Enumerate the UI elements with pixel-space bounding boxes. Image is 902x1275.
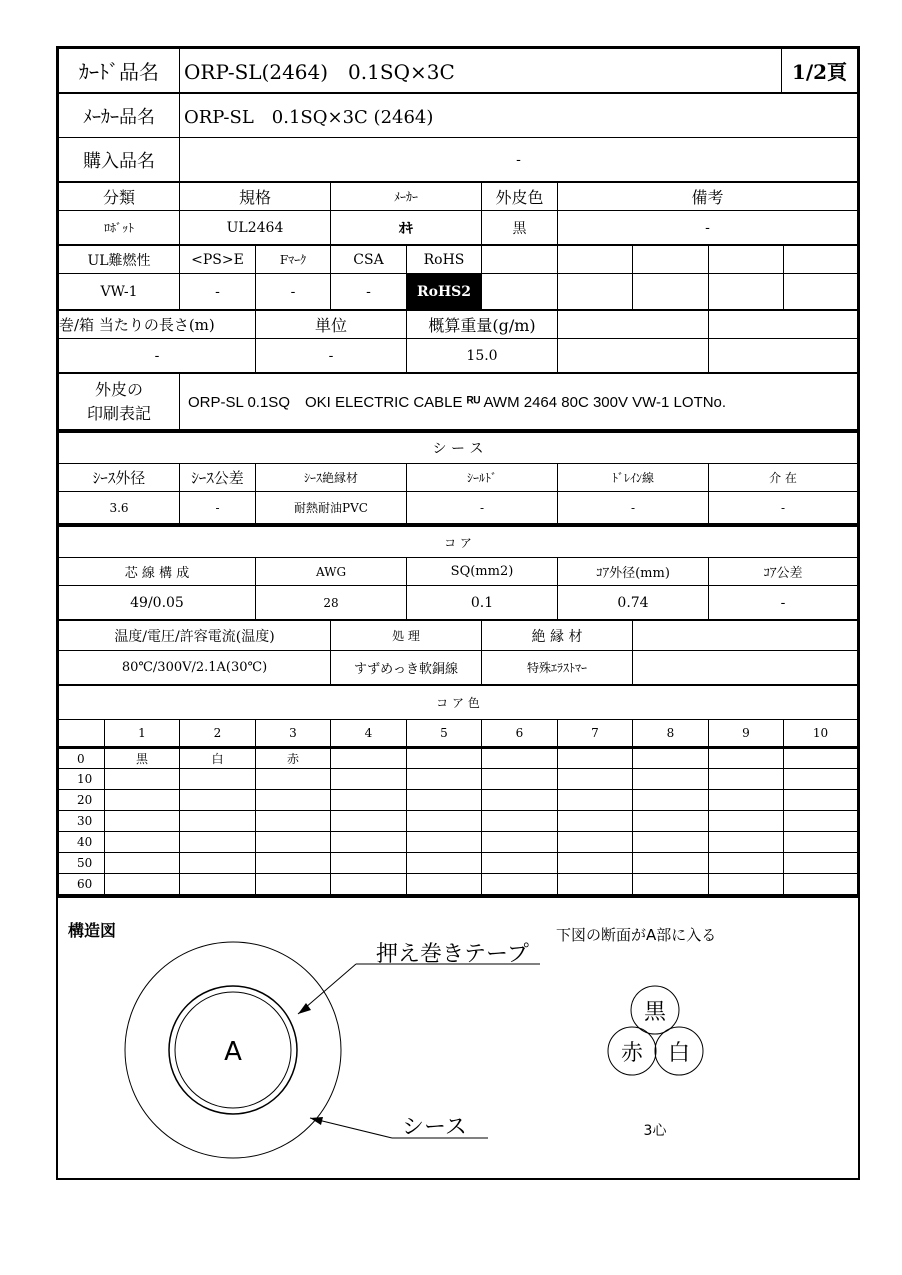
core-header-od: ｺｱ外径(mm) <box>558 558 709 586</box>
sheath-arrow-line <box>310 1118 392 1138</box>
core-color-cell <box>633 832 709 853</box>
core-insulation-value: 特殊ｴﾗｽﾄﾏｰ <box>482 651 633 685</box>
sheath-header-material: ｼｰｽ絶縁材 <box>256 464 407 492</box>
sheath-table <box>58 430 858 524</box>
empty-cell <box>558 274 633 310</box>
card-label: ｶｰﾄﾞ品名 <box>59 49 180 93</box>
printing-text <box>180 374 858 430</box>
core-construction-value: 49/0.05 <box>59 586 256 620</box>
core-color-cell <box>180 832 256 853</box>
sheath-header-drain: ﾄﾞﾚｲﾝ線 <box>558 464 709 492</box>
spec-table <box>58 182 858 245</box>
core-color-row-label: 0 <box>59 748 105 769</box>
spec-category: ﾛﾎﾞｯﾄ <box>59 211 180 245</box>
core-color-col-header: 5 <box>407 720 482 748</box>
core-color-cell <box>331 790 407 811</box>
weight-value: 15.0 <box>407 339 558 373</box>
core-color-cell <box>784 748 858 769</box>
empty-cell <box>558 246 633 274</box>
sheath-material-value: 耐熱耐油PVC <box>256 492 407 524</box>
core-color-cell <box>105 832 180 853</box>
core-color-cell <box>633 874 709 895</box>
table-row <box>59 790 858 811</box>
core-color-cell: 白 <box>180 748 256 769</box>
core-color-col-header: 9 <box>709 720 784 748</box>
core-color-cell <box>331 811 407 832</box>
empty-cell <box>784 274 858 310</box>
core-color-cell <box>105 811 180 832</box>
maker-table <box>58 93 858 182</box>
spec-header-remarks: 備考 <box>558 183 858 211</box>
tape-label: 押え巻きテープ <box>376 942 529 967</box>
unit-value: - <box>256 339 407 373</box>
core-color-cell <box>558 748 633 769</box>
core-color-cell <box>784 769 858 790</box>
core-color-cell <box>558 853 633 874</box>
core-color-cell <box>633 790 709 811</box>
core-color-cell <box>180 853 256 874</box>
structure-section <box>58 895 858 1168</box>
empty-cell <box>482 274 558 310</box>
core-color-cell <box>256 769 331 790</box>
sheath-header-shield: ｼｰﾙﾄﾞ <box>407 464 558 492</box>
core-color-cell <box>633 811 709 832</box>
weight-header: 概算重量(g/m) <box>407 311 558 339</box>
core-color-cell <box>331 874 407 895</box>
core-color-cell <box>482 874 558 895</box>
core-color-cell <box>256 853 331 874</box>
header-table <box>58 48 858 93</box>
empty-cell <box>633 621 858 651</box>
core-rating-value: 80℃/300V/2.1A(30℃) <box>59 651 331 685</box>
core-header-construction: 芯 線 構 成 <box>59 558 256 586</box>
core-color-cell <box>256 790 331 811</box>
sheath-filler-value: - <box>709 492 858 524</box>
empty-cell <box>709 339 858 373</box>
ul-csa-value: - <box>331 274 407 310</box>
core-color-cell <box>180 769 256 790</box>
core-color-cell <box>105 769 180 790</box>
printing-text-before: ORP-SL 0.1SQ OKI ELECTRIC CABLE <box>188 394 463 411</box>
core-color-cell <box>784 790 858 811</box>
spec-standard: UL2464 <box>180 211 331 245</box>
ul-flame-value: VW-1 <box>59 274 180 310</box>
core-color-cell <box>709 874 784 895</box>
core-color-cell: 黒 <box>105 748 180 769</box>
core-color-cell <box>331 853 407 874</box>
table-row <box>59 874 858 895</box>
core-color-cell <box>482 748 558 769</box>
core-label-white: 白 <box>667 1041 691 1066</box>
core-label-black: 黒 <box>643 1000 667 1025</box>
core-color-cell <box>180 874 256 895</box>
core-color-cell <box>482 790 558 811</box>
sheath-od-value: 3.6 <box>59 492 180 524</box>
empty-cell <box>482 246 558 274</box>
ul-table <box>58 245 858 310</box>
core-color-cell <box>180 790 256 811</box>
spec-jacket-color: 黒 <box>482 211 558 245</box>
core-header-sq: SQ(mm2) <box>407 558 558 586</box>
core-color-row-label: 20 <box>59 790 105 811</box>
ul-header-csa: CSA <box>331 246 407 274</box>
ul-header-fmark: Fﾏｰｸ <box>256 246 331 274</box>
core-color-cell <box>784 811 858 832</box>
core-color-col-header: 8 <box>633 720 709 748</box>
table-row <box>59 748 858 769</box>
spec-sheet <box>56 46 860 1180</box>
core-color-cell <box>482 811 558 832</box>
core-color-cell <box>105 874 180 895</box>
core-table <box>58 524 858 620</box>
card-value: ORP-SL(2464) 0.1SQ×3C <box>180 49 782 93</box>
sheath-header-tolerance: ｼｰｽ公差 <box>180 464 256 492</box>
core-color-cell <box>331 748 407 769</box>
core-color-col-header: 2 <box>180 720 256 748</box>
core-color-cell <box>331 769 407 790</box>
core-color-row-label: 10 <box>59 769 105 790</box>
table-row <box>59 853 858 874</box>
empty-cell <box>784 246 858 274</box>
printing-label-line1: 外皮の <box>94 379 143 399</box>
ul-fmark-value: - <box>256 274 331 310</box>
core-color-cell <box>633 769 709 790</box>
core-color-row-label: 30 <box>59 811 105 832</box>
ul-header-rohs: RoHS <box>407 246 482 274</box>
printing-label <box>59 374 180 430</box>
core-title: コ ア <box>59 526 858 558</box>
core-color-cell <box>256 811 331 832</box>
sheath-header-filler: 介 在 <box>709 464 858 492</box>
empty-cell <box>709 246 784 274</box>
length-value: - <box>59 339 256 373</box>
core-tolerance-value: - <box>709 586 858 620</box>
core-color-row-label: 50 <box>59 853 105 874</box>
empty-cell <box>558 339 709 373</box>
core-color-col-header: 6 <box>482 720 558 748</box>
ul-pse-value: - <box>180 274 256 310</box>
core-count: 3心 <box>643 1123 667 1139</box>
core-color-table <box>58 685 858 895</box>
core-color-cell <box>558 832 633 853</box>
core-color-col-header: 10 <box>784 720 858 748</box>
sheath-drain-value: - <box>558 492 709 524</box>
core-color-cell <box>256 874 331 895</box>
core-color-cell <box>407 853 482 874</box>
core-color-cell <box>558 874 633 895</box>
core-color-cell <box>558 769 633 790</box>
ul-header-flame: UL難燃性 <box>59 246 180 274</box>
sheath-label: シース <box>402 1115 467 1140</box>
length-table <box>58 310 858 373</box>
core-color-col-header: 1 <box>105 720 180 748</box>
core-color-cell <box>180 811 256 832</box>
printing-label-line2: 印刷表記 <box>86 403 151 423</box>
purchase-value: - <box>180 138 858 182</box>
core-color-cell <box>331 832 407 853</box>
core-color-cell <box>407 832 482 853</box>
core-color-cell <box>407 874 482 895</box>
purchase-label: 購入品名 <box>59 138 180 182</box>
structure-note: 下図の断面がA部に入る <box>556 926 717 944</box>
length-header: 巻/箱 当たりの長さ(m) <box>59 311 256 339</box>
page-number: 1/2頁 <box>782 49 858 93</box>
core-color-cell <box>633 853 709 874</box>
core-color-cell <box>407 748 482 769</box>
core-color-cell <box>709 769 784 790</box>
core-color-cell <box>407 769 482 790</box>
core-header-insulation: 絶 縁 材 <box>482 621 633 651</box>
core-color-cell <box>784 832 858 853</box>
empty-cell <box>633 651 858 685</box>
core-treatment-value: すずめっき軟銅線 <box>331 651 482 685</box>
core-color-col-header: 3 <box>256 720 331 748</box>
table-row <box>59 811 858 832</box>
core-header-rating: 温度/電圧/許容電流(温度) <box>59 621 331 651</box>
core-color-cell <box>784 874 858 895</box>
core-color-cell: 赤 <box>256 748 331 769</box>
core-header-tolerance: ｺｱ公差 <box>709 558 858 586</box>
ul-header-pse: <PS>E <box>180 246 256 274</box>
core-table-2 <box>58 620 858 685</box>
core-color-cell <box>105 790 180 811</box>
empty-cell <box>709 311 858 339</box>
core-color-cell <box>558 811 633 832</box>
core-color-title: コ ア 色 <box>59 686 858 720</box>
sheath-shield-value: - <box>407 492 558 524</box>
core-color-cell <box>784 853 858 874</box>
core-color-header-row <box>59 720 858 748</box>
sheath-title: シ ー ス <box>59 432 858 464</box>
core-header-awg: AWG <box>256 558 407 586</box>
spec-maker: ｵｷ <box>331 211 482 245</box>
core-color-cell <box>256 832 331 853</box>
spec-remarks: - <box>558 211 858 245</box>
core-color-col-header: 7 <box>558 720 633 748</box>
sheath-header-od: ｼｰｽ外径 <box>59 464 180 492</box>
core-color-cell <box>709 853 784 874</box>
core-label-red: 赤 <box>620 1041 644 1066</box>
printing-table <box>58 373 858 430</box>
empty-cell <box>633 246 709 274</box>
rohs2-badge: RoHS2 <box>407 274 482 310</box>
empty-cell <box>633 274 709 310</box>
core-color-cell <box>482 832 558 853</box>
core-header-treatment: 処 理 <box>331 621 482 651</box>
sheath-tolerance-value: - <box>180 492 256 524</box>
unit-header: 単位 <box>256 311 407 339</box>
spec-header-category: 分類 <box>59 183 180 211</box>
spec-header-standard: 規格 <box>180 183 331 211</box>
printing-text-after: AWM 2464 80C 300V VW-1 LOTNo. <box>483 394 727 411</box>
structure-diagram <box>58 898 858 1168</box>
maker-value: ORP-SL 0.1SQ×3C (2464) <box>180 94 858 138</box>
core-color-cell <box>407 811 482 832</box>
core-color-cell <box>558 790 633 811</box>
core-color-cell <box>709 790 784 811</box>
core-color-cell <box>709 832 784 853</box>
core-color-row-label: 40 <box>59 832 105 853</box>
core-color-cell <box>709 748 784 769</box>
maker-label: ﾒｰｶｰ品名 <box>59 94 180 138</box>
core-color-cell <box>105 853 180 874</box>
empty-cell <box>709 274 784 310</box>
core-color-row-label: 60 <box>59 874 105 895</box>
spec-header-jacket-color: 外皮色 <box>482 183 558 211</box>
empty-cell <box>59 720 105 748</box>
label-a: A <box>224 1037 242 1067</box>
core-awg-value: 28 <box>256 586 407 620</box>
structure-title: 構造図 <box>68 921 117 940</box>
ul-mark-icon: ᴿᵁ <box>466 394 481 411</box>
empty-cell <box>558 311 709 339</box>
core-color-cell <box>407 790 482 811</box>
core-sq-value: 0.1 <box>407 586 558 620</box>
core-color-col-header: 4 <box>331 720 407 748</box>
core-od-value: 0.74 <box>558 586 709 620</box>
core-color-cell <box>633 748 709 769</box>
spec-header-maker: ﾒｰｶｰ <box>331 183 482 211</box>
core-color-cell <box>482 853 558 874</box>
core-color-cell <box>709 811 784 832</box>
table-row <box>59 769 858 790</box>
core-color-cell <box>482 769 558 790</box>
table-row <box>59 832 858 853</box>
